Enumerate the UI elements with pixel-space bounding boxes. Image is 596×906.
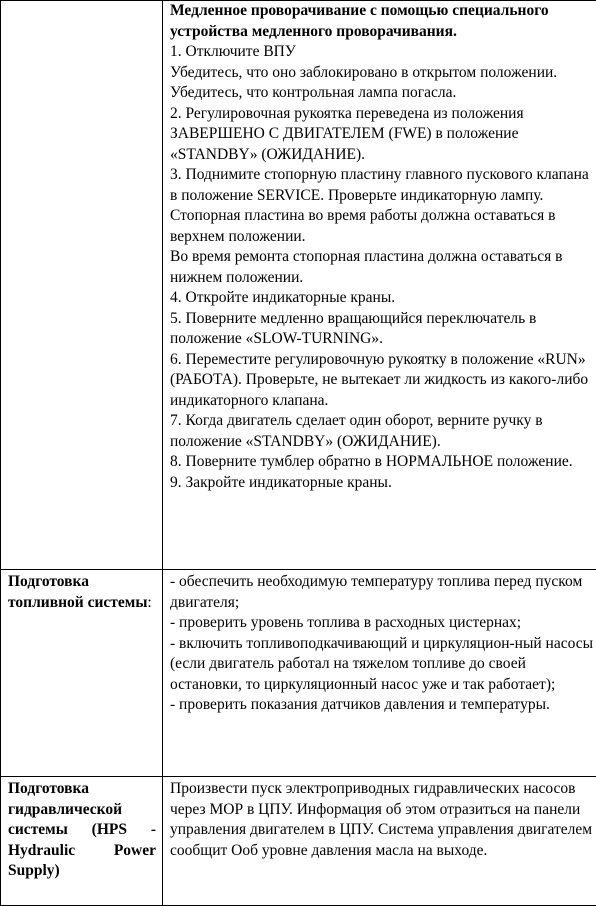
step-line: 2. Регулировочная рукоятка переведена из положения ЗАВЕРШЕНО С ДВИГАТЕЛЕМ (FWE) в положение «STANDBY» (ОЖИДАНИЕ). (170, 104, 596, 166)
fuel-item: - проверить уровень топлива в расходных цистернах; (170, 613, 596, 634)
fuel-system-label-colon: : (147, 594, 151, 611)
table-row (1, 777, 596, 906)
fuel-item: - обеспечить необходимую температуру топлива перед пуском двигателя; (170, 572, 596, 613)
step-line: 4. Откройте индикаторные краны. (170, 288, 596, 309)
hydraulic-system-label: Подготовка гидравлической системы (HPS - Hydraulic Power Supply) (8, 780, 156, 879)
fuel-system-label: Подготовка топливной системы (8, 573, 147, 611)
fuel-system-cell (163, 570, 596, 777)
slow-turning-cell (163, 1, 596, 570)
table-row (1, 570, 596, 777)
hydraulic-system-cell (163, 777, 596, 906)
step-line: 5. Поверните медленно вращающийся переключатель в положение «SLOW-TURNING». (170, 309, 596, 350)
step-line: Стопорная пластина во время работы должна оставаться в верхнем положении. (170, 206, 596, 247)
step-line: 1. Отключите ВПУ (170, 42, 596, 63)
hydraulic-text: Произвести пуск электроприводных гидравлических насосов через МОР в ЦПУ. Информация об этом отразиться на панели управления двигателем в ЦПУ. Система управления двигателем сообщит Ооб уровне давления масла на выходе. (170, 779, 596, 861)
step-line: 8. Поверните тумблер обратно в НОРМАЛЬНОЕ положение. (170, 452, 596, 473)
row-label-empty (1, 1, 163, 570)
hydraulic-system-label-cell (1, 777, 163, 906)
step-line: 6. Переместите регулировочную рукоятку в положение «RUN» (РАБОТА). Проверьте, не вытекает ли жидкость из какого-либо индикаторного клапана. (170, 350, 596, 412)
step-line: 7. Когда двигатель сделает один оборот, верните ручку в положение «STANDBY» (ОЖИДАНИЕ). (170, 411, 596, 452)
step-line: Убедитесь, что контрольная лампа погасла. (170, 83, 596, 104)
step-line: 3. Поднимите стопорную пластину главного пускового клапана в положение SERVICE. Проверьте индикаторную лампу. (170, 165, 596, 206)
fuel-system-label-cell (1, 570, 163, 777)
slow-turning-heading: Медленное проворачивание с помощью специального устройства медленного проворачивания. (170, 1, 596, 42)
step-line: Убедитесь, что оно заблокировано в открытом положении. (170, 63, 596, 84)
fuel-item: - проверить показания датчиков давления и температуры. (170, 695, 596, 716)
fuel-item: - включить топливоподкачивающий и циркуляцион-ный насосы (если двигатель работал на тяжелом топливе до своей остановки, то циркуляционный насос уже и так работает); (170, 634, 596, 696)
step-line: Во время ремонта стопорная пластина должна оставаться в нижнем положении. (170, 247, 596, 288)
step-line: 9. Закройте индикаторные краны. (170, 473, 596, 494)
table-row (1, 1, 596, 570)
